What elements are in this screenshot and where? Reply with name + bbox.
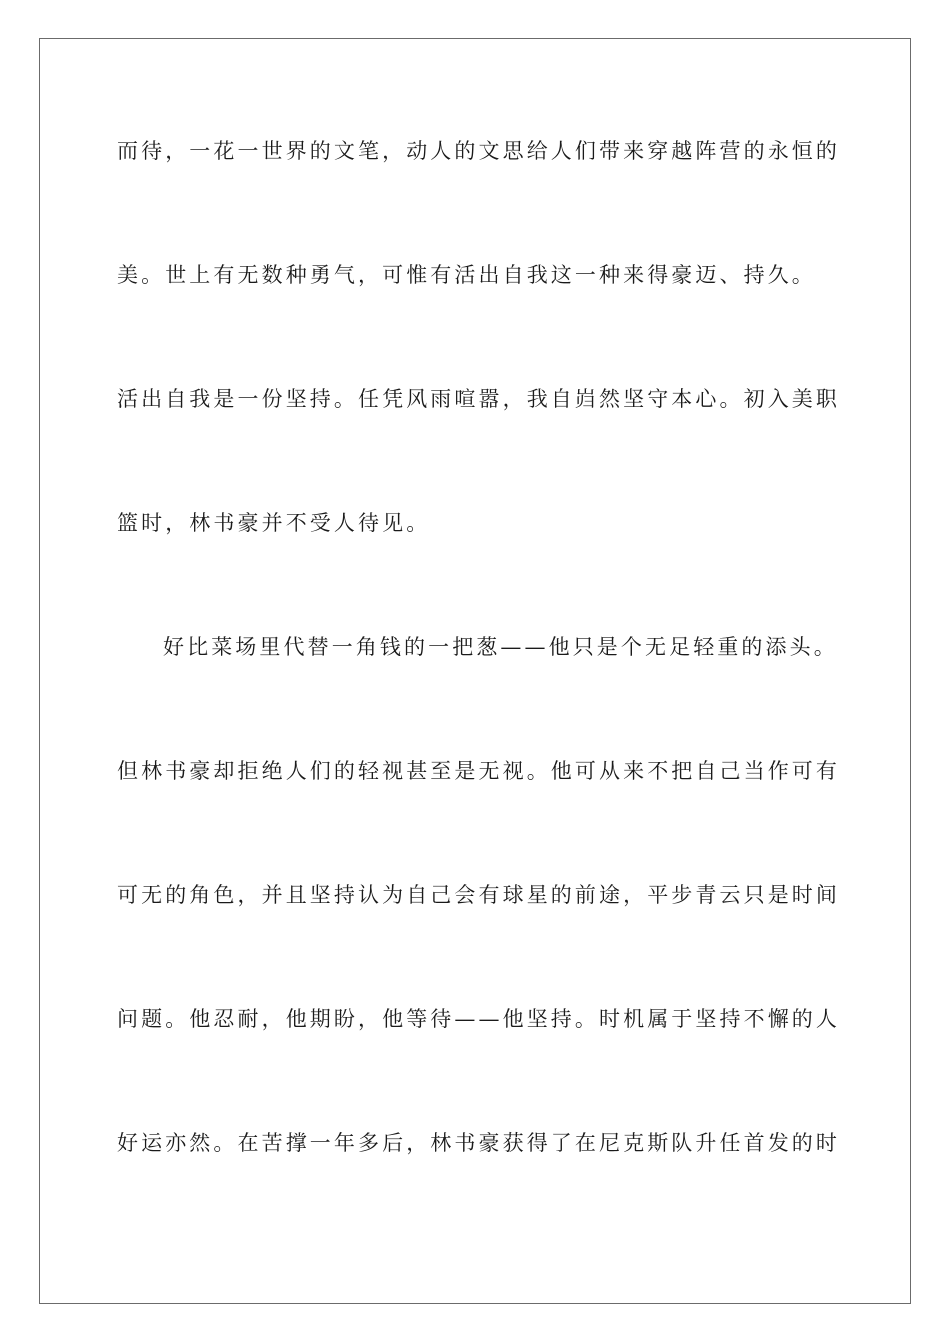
page-border-frame — [39, 38, 911, 1304]
body-text-line-7: 可无的角色，并且坚持认为自己会有球星的前途，平步青云只是时间 — [117, 883, 840, 907]
body-text-line-4: 篮时，林书豪并不受人待见。 — [117, 511, 431, 535]
body-text-line-9: 好运亦然。在苦撑一年多后，林书豪获得了在尼克斯队升任首发的时 — [117, 1131, 840, 1155]
body-text-line-2: 美。世上有无数种勇气，可惟有活出自我这一种来得豪迈、持久。 — [117, 263, 816, 287]
body-text-line-3: 活出自我是一份坚持。任凭风雨喧嚣，我自岿然坚守本心。初入美职 — [117, 387, 840, 411]
body-text-line-6: 但林书豪却拒绝人们的轻视甚至是无视。他可从来不把自己当作可有 — [117, 759, 840, 783]
body-text-line-1: 而待，一花一世界的文笔，动人的文思给人们带来穿越阵营的永恒的 — [117, 139, 840, 163]
body-text-line-5-paragraph-start: 好比菜场里代替一角钱的一把葱——他只是个无足轻重的添头。 — [163, 635, 838, 659]
body-text-line-8: 问题。他忍耐，他期盼，他等待——他坚持。时机属于坚持不懈的人 — [117, 1007, 840, 1031]
